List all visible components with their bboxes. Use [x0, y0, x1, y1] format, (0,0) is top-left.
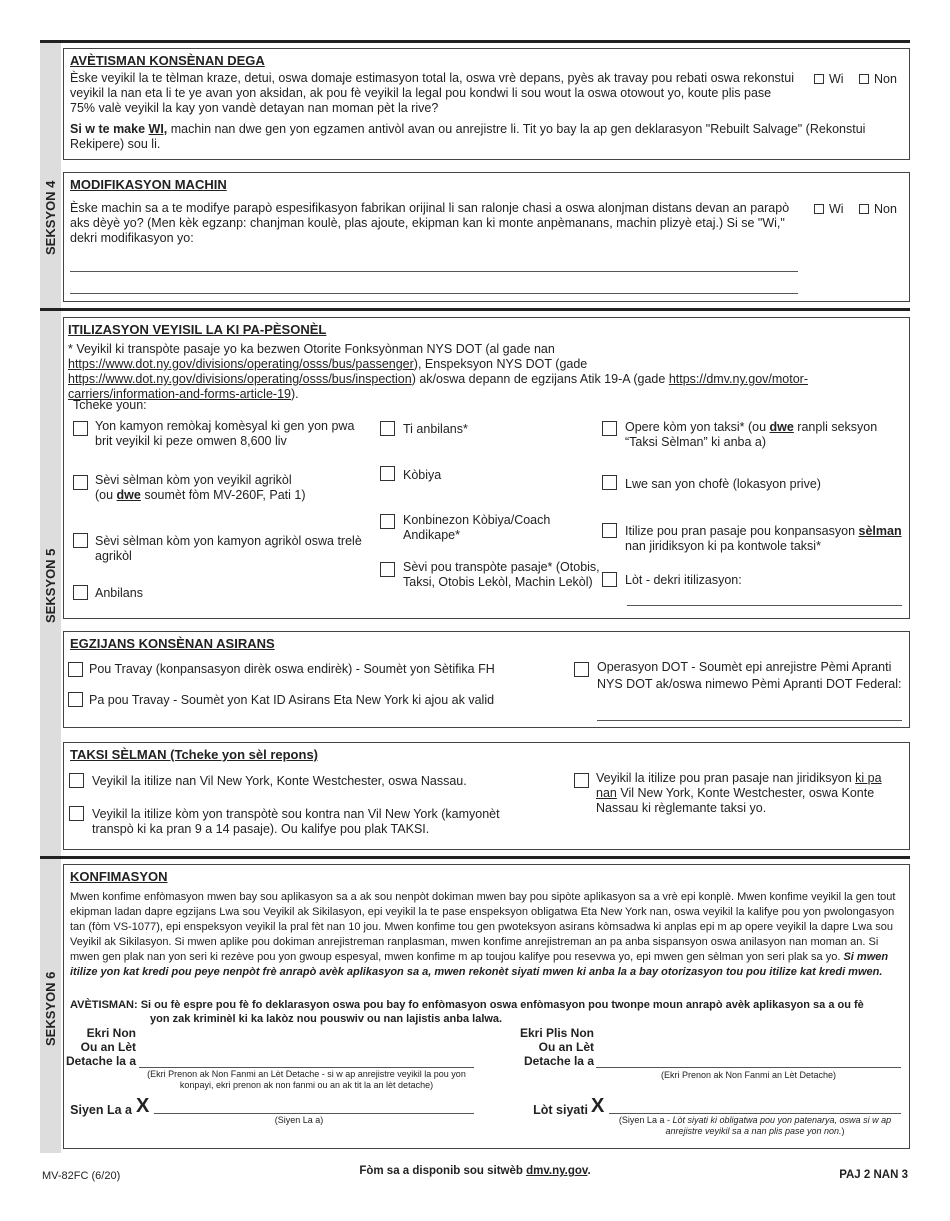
- name1-l2: Ou an Lèt: [80, 1040, 136, 1054]
- sig2-hint-pre: (Siyen La a -: [618, 1115, 673, 1125]
- jitney-coach-label: Konbinezon Kòbiya/Coach Andikape*: [403, 513, 551, 542]
- ambulance-label: Anbilans: [95, 586, 143, 600]
- section6-sidebar: [40, 859, 61, 1153]
- footer-page-number: PAJ 2 NAN 3: [839, 1169, 908, 1181]
- sig2-hint-post: ): [841, 1126, 845, 1136]
- agricultural-vehicle-label: [95, 473, 365, 503]
- mini-ambulance-label: Ti anbilans*: [403, 422, 468, 436]
- name2-line[interactable]: [596, 1067, 901, 1068]
- name2-l2: Ou an Lèt: [538, 1040, 594, 1054]
- sig1-hint: (Siyen La a): [274, 1115, 324, 1125]
- sig1-label: Siyen La a: [70, 1103, 132, 1117]
- sig1-line[interactable]: [154, 1113, 474, 1114]
- taxi-title: TAKSI SÈLMAN (Tcheke yon sèl repons): [70, 747, 319, 762]
- taxi-post: ranpli seksyon “Taksi Sèlman” ki anba a): [625, 420, 878, 449]
- damage-note-pre: Si w te make: [70, 122, 149, 136]
- damage-no-label: Non: [874, 72, 897, 86]
- damage-warning-box: [63, 48, 910, 160]
- name1-label: [64, 1026, 136, 1068]
- taxi-nyc-label: Veyikil la itilize nan Vil New York, Konte Westchester, oswa Nassau.: [92, 774, 467, 788]
- usage-intro-1: * Veyikil ki transpòte pasaje yo ka bezwen Otorite Fonksyònman NYS DOT (al gade nan: [68, 342, 555, 356]
- confirm-title: KONFIMASYON: [70, 869, 168, 884]
- modification-box: [63, 172, 910, 302]
- confirmation-box: [63, 864, 910, 1149]
- section6-top-rule: [40, 856, 910, 859]
- section4-label: SEKSYON 4: [43, 180, 58, 255]
- agri-line2-pre: (ou: [95, 488, 117, 502]
- sig1-x-mark: X: [136, 1095, 150, 1117]
- usage-link-inspection[interactable]: https://www.dot.ny.gov/divisions/operating/osss/bus/inspection: [68, 372, 412, 386]
- name2-l1: Ekri Plis Non: [519, 1026, 594, 1040]
- insurance-title: EGZIJANS KONSÈNAN ASIRANS: [70, 636, 275, 651]
- taxi-label: [625, 420, 885, 450]
- rental-label: Lwe san yon chofè (lokasyon prive): [625, 477, 821, 491]
- damage-question: Èske veyikil la te tèlman kraze, detui, oswa domaje estimasyon total la, oswa vrè depans, pyès ak travay pou rebati oswa rekonstui veyikil la nan eta li te ye avan yon aksidan, ak pou fè veyikil la legal pou kondwi li sou wout la oswa otowout yo, koute plis pase 75% valè veyikil la kay yon vandè detayan nan moman pèt la rive?: [70, 71, 794, 115]
- passenger-transport-label: Sèvi pou transpòte pasaje* (Otobis, Taksi, Otobis Lekòl, Machin Lekòl): [403, 560, 600, 589]
- jitney-coach-checkbox[interactable]: [380, 514, 395, 529]
- section5-label: SEKSYON 5: [43, 548, 58, 623]
- damage-note-wi: WI,: [148, 122, 168, 136]
- section4-sidebar: [40, 43, 61, 308]
- confirm-warning: [70, 998, 905, 1026]
- name1-l1: Ekri Non: [86, 1026, 136, 1040]
- insurance-business-label: Pou Travay (konpansasyon dirèk oswa endirèk) - Soumèt yon Sètifika FH: [89, 662, 495, 676]
- insurance-business-checkbox[interactable]: [68, 662, 83, 677]
- name2-label: [516, 1026, 594, 1068]
- jitney-label: Kòbiya: [403, 468, 442, 482]
- taxi-box: [63, 742, 910, 850]
- tow-truck-label: Yon kamyon remòkaj komèsyal ki gen yon pwa brit veyikil ki peze omwen 8,600 liv: [95, 419, 355, 448]
- insurance-nonbusiness-label: Pa pou Travay - Soumèt yon Kat ID Asirans Eta New York ki ajou ak valid: [89, 693, 495, 707]
- footer-center-post: .: [587, 1165, 591, 1177]
- usage-title: ITILIZASYON VEYISIL LA KI PA-PÈSONÈL: [68, 322, 327, 337]
- taxi-other-kipa: ki pa nan: [596, 771, 882, 800]
- section6-label: SEKSYON 6: [43, 971, 58, 1046]
- insurance-box: [63, 631, 910, 728]
- taxi-contract-label: Veyikil la itilize kòm yon transpòtè sou kontra nan Vil New York (kamyonèt transpò ki ka pran 9 a 14 pasaje). Ou kalifye pou plak TAKSI.: [92, 807, 500, 836]
- mini-ambulance-checkbox[interactable]: [380, 421, 395, 436]
- confirm-credit-card: Si mwen itilize yon kat kredi pou peye nenpòt frè anrapò avèk aplikasyon sa a, mwen rekonèt siyati mwen ki anba la a bay otorizasyon tou pou itilize kat kredi mwen.: [70, 951, 889, 978]
- footer-center-pre: Fòm sa a disponib sou sitwèb: [359, 1165, 527, 1177]
- taxi-contract-checkbox[interactable]: [69, 806, 84, 821]
- warning-text-1: Si ou fè espre pou fè fo deklarasyon oswa pou bay fo enfòmasyon oswa enfòmasyon pou twonpe moun anrapò avèk aplikasyon sa a ou fè: [137, 999, 864, 1011]
- mods-describe-line-2[interactable]: [70, 293, 798, 294]
- name2-l3: Detache la a: [523, 1054, 594, 1068]
- section5-sidebar: [40, 311, 61, 856]
- usage-box: [63, 317, 910, 619]
- insurance-dot-line[interactable]: [597, 720, 902, 721]
- mods-title: MODIFIKASYON MACHIN: [70, 177, 227, 192]
- confirm-text: Mwen konfime enfòmasyon mwen bay sou aplikasyon sa a ak sou nenpòt dokiman mwen bay pou sipòte aplikasyon sa a vrè epi konplè. Mwen konfime veyikil la gen tout ekipman ladan dapre egzijans Lwa sou Veyikil ak Sikilasyon, epi veyikil la te pase enspeksyon obligatwa Eta New York nan, oswa veyikil la kalifye pou yon pwolongasyon tan (fòm VS-1077), epi enspeksyon veyikil la pral fèt nan 10 jou. Mwen konfime tou gen pwoteksyon asirans kòmsadwa ki anplas epi m ap opere veyikil la dapre Lwa sou Veyikil ak Sikilasyon. Si mwen aplike pou dokiman anrejistreman ranplasman, mwen konfime anrejistreman an pa anba sispansyon oswa anilasyon nan moman an. Si mwen gen plak nan yon seri ki rezève pou yon gwoup espesyal, mwen konfime m ap toujou kalifye pou resevwa yo, epi mwen gen sèlman yon seri plak sa yo.: [70, 891, 896, 963]
- section5-top-rule: [40, 308, 910, 311]
- section4-top-rule: [40, 40, 910, 43]
- agri-line2-post: soumèt fòm MV-260F, Pati 1): [140, 488, 306, 502]
- other-use-line[interactable]: [627, 605, 902, 606]
- damage-title: AVÈTISMAN KONSÈNAN DEGA: [70, 53, 265, 68]
- ambulance-checkbox[interactable]: [73, 585, 88, 600]
- other-use-label: Lòt - dekri itilizasyon:: [625, 573, 742, 587]
- comp-pre: Itilize pou pran pasaje pou konpansasyon: [625, 524, 859, 538]
- name1-l3: Detache la a: [65, 1054, 136, 1068]
- taxi-other-pre: Veyikil la itilize pou pran pasaje nan jiridiksyon: [596, 771, 856, 785]
- taxi-checkbox[interactable]: [602, 421, 617, 436]
- mods-no-checkbox[interactable]: [859, 204, 869, 214]
- other-use-checkbox[interactable]: [602, 572, 617, 587]
- warning-text-2: yon zak kriminèl ki ka lakòz nou pouswiv ou nan lajistis anba lalwa.: [150, 1013, 503, 1025]
- usage-link-passenger[interactable]: https://www.dot.ny.gov/divisions/operating/osss/bus/passenger: [68, 357, 414, 371]
- taxi-nyc-checkbox[interactable]: [69, 773, 84, 788]
- usage-intro-3: ) ak/oswa depann de egzijans Atik 19-A (gade: [411, 372, 669, 386]
- insurance-nonbusiness-checkbox[interactable]: [68, 692, 83, 707]
- agricultural-truck-label: Sèvi sèlman kòm yon kamyon agrikòl oswa trelè agrikòl: [95, 534, 362, 563]
- name1-line[interactable]: [139, 1067, 474, 1068]
- taxi-other-checkbox[interactable]: [574, 773, 589, 788]
- name2-hint: (Ekri Prenon ak Non Fanmi an Lèt Detache): [660, 1070, 837, 1080]
- agri-line1: Sèvi sèlman kòm yon veyikil agrikòl: [95, 473, 292, 487]
- damage-no-checkbox[interactable]: [859, 74, 869, 84]
- agricultural-truck-checkbox[interactable]: [73, 533, 88, 548]
- tow-truck-checkbox[interactable]: [73, 421, 88, 436]
- passenger-transport-checkbox[interactable]: [380, 562, 395, 577]
- comp-selman: sèlman: [858, 524, 902, 538]
- comp-post: nan jiridiksyon ki pa kontwole taksi*: [625, 539, 821, 553]
- damage-note-post: machin nan dwe gen yon egzamen antivòl avan ou anrejistre li. Tit yo bay la ap gen deklarasyon "Rebuilt Salvage" (Rekonstui Rekipere) sou li.: [70, 122, 866, 151]
- damage-yes-checkbox[interactable]: [814, 74, 824, 84]
- sig2-label: Lòt siyati: [533, 1103, 588, 1117]
- usage-intro: [68, 342, 906, 402]
- agricultural-vehicle-checkbox[interactable]: [73, 475, 88, 490]
- sig2-x-mark: X: [591, 1095, 605, 1117]
- compensation-checkbox[interactable]: [602, 523, 617, 538]
- warning-label: AVÈTISMAN:: [70, 999, 138, 1011]
- agri-dwe: dwe: [116, 488, 141, 502]
- footer-availability: [0, 1164, 950, 1179]
- sig2-line[interactable]: [609, 1113, 901, 1114]
- taxi-pre: Opere kòm yon taksi* (ou: [625, 420, 770, 434]
- confirm-paragraph: [70, 890, 905, 980]
- mods-yes-label: Wi: [829, 202, 844, 216]
- footer-form-number: MV-82FC (6/20): [42, 1170, 121, 1182]
- usage-intro-4: ).: [290, 387, 299, 401]
- mods-describe-line-1[interactable]: [70, 271, 798, 272]
- damage-note: [70, 122, 900, 152]
- damage-yes-label: Wi: [829, 72, 844, 86]
- rental-checkbox[interactable]: [602, 475, 617, 490]
- mods-no-label: Non: [874, 202, 897, 216]
- mods-yes-checkbox[interactable]: [814, 204, 824, 214]
- usage-intro-2: ), Enspeksyon NYS DOT (gade: [413, 357, 588, 371]
- jitney-checkbox[interactable]: [380, 466, 395, 481]
- usage-link-article19[interactable]: https://dmv.ny.gov/motor-carriers/information-and-forms-article-19: [68, 372, 808, 401]
- mods-question: Èske machin sa a te modifye parapò espesifikasyon fabrikan orijinal li san ralonje chasi a oswa alonjman distans devan an parapò aks dèyè yo? (Men kèk egzanp: chanjman koulè, plas ajoute, ekipman kan ki monte anpèmanans, machin plizyè etaj.) Si se "Wi," dekri modifikasyon yo:: [70, 201, 790, 245]
- insurance-dot-label: Operasyon DOT - Soumèt epi anrejistre Pèmi Apranti NYS DOT ak/oswa nimewo Pèmi Apranti DOT Federal:: [597, 660, 902, 691]
- taxi-other-label: [596, 771, 901, 816]
- name1-hint: (Ekri Prenon ak Non Fanmi an Lèt Detache - si w ap anrejistre veyikil la pou yon konpayi, ekri prenon ak non fanmi ou an ak tit la an lèt detache): [147, 1069, 466, 1090]
- insurance-dot-checkbox[interactable]: [574, 662, 589, 677]
- sig2-hint: [609, 1115, 901, 1137]
- footer-dmv-link[interactable]: dmv.ny.gov: [526, 1165, 588, 1177]
- taxi-other-post: Vil New York, Konte Westchester, oswa Konte Nassau ki règlemante taksi yo.: [596, 786, 875, 815]
- taxi-dwe: dwe: [769, 420, 794, 434]
- compensation-label: [625, 524, 905, 554]
- usage-check-one: Tcheke youn:: [73, 398, 147, 412]
- sig2-hint-italic: Lòt siyati ki obligatwa pou yon patenarya, oswa si w ap anrejistre veyikil sa a nan plis pase yon non.: [665, 1115, 892, 1136]
